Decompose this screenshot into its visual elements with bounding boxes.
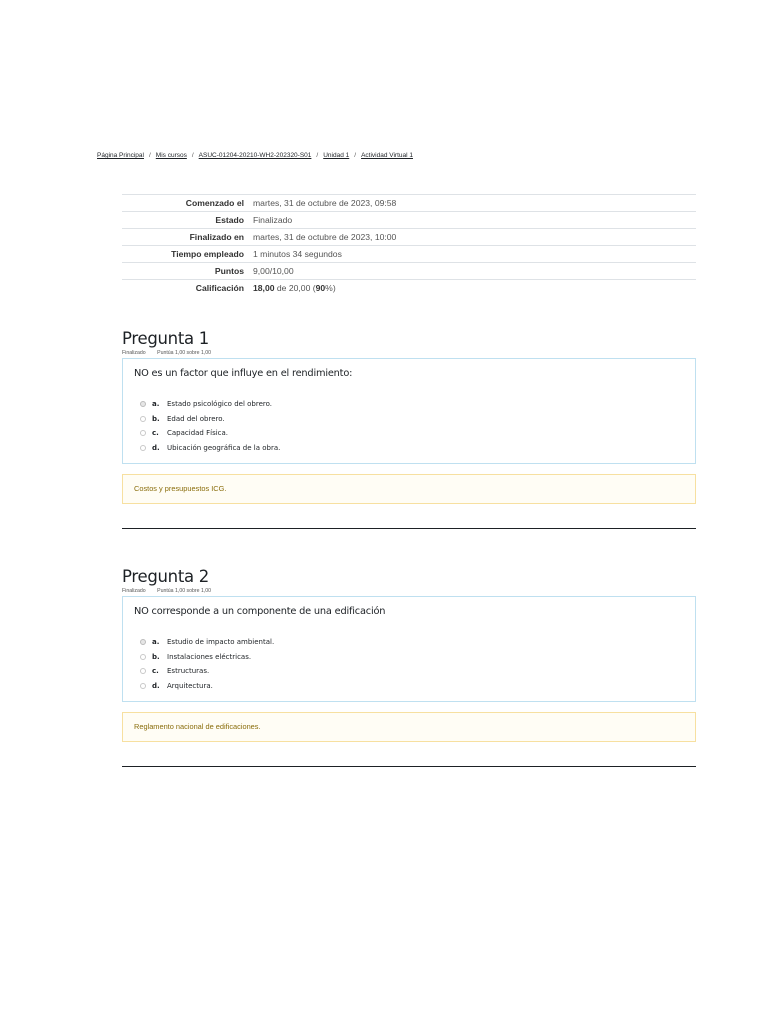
answer-option[interactable] xyxy=(134,664,684,679)
question-state: Finalizado xyxy=(122,588,146,594)
question-grade: Puntúa 1,00 sobre 1,00 xyxy=(157,588,212,594)
breadcrumb-separator: / xyxy=(148,152,151,159)
radio-button[interactable] xyxy=(140,416,146,422)
summary-row-state xyxy=(122,212,696,229)
radio-button[interactable] xyxy=(140,430,146,436)
question-grade: Puntúa 1,00 sobre 1,00 xyxy=(157,350,212,356)
breadcrumb xyxy=(97,152,413,159)
question-feedback: Costos y presupuestos ICG. xyxy=(122,474,696,504)
option-letter: b. xyxy=(152,414,160,423)
summary-value: 1 minutos 34 segundos xyxy=(253,248,342,259)
option-letter: c. xyxy=(152,667,159,676)
summary-value: martes, 31 de octubre de 2023, 09:58 xyxy=(253,197,397,208)
breadcrumb-unit-link[interactable]: Unidad 1 xyxy=(323,152,350,159)
option-label: Capacidad Física. xyxy=(167,429,229,438)
summary-label: Estado xyxy=(215,214,244,225)
grade-value: 18,00 xyxy=(253,282,275,293)
option-letter: a. xyxy=(152,400,160,409)
question-text: NO corresponde a un componente de una edificación xyxy=(134,606,386,617)
summary-label: Comenzado el xyxy=(185,197,244,208)
answer-option[interactable] xyxy=(134,679,684,694)
question-divider xyxy=(122,766,696,767)
breadcrumb-activity-link[interactable]: Actividad Virtual 1 xyxy=(361,152,413,159)
grade-percent-sign: %) xyxy=(325,282,336,293)
option-letter: b. xyxy=(152,652,160,661)
radio-button[interactable] xyxy=(140,654,146,660)
breadcrumb-separator: / xyxy=(316,152,319,159)
summary-row-points xyxy=(122,263,696,280)
option-letter: a. xyxy=(152,638,160,647)
question-2 xyxy=(122,567,696,742)
answer-option[interactable] xyxy=(134,426,684,441)
question-info xyxy=(122,587,696,596)
option-label: Estructuras. xyxy=(167,667,210,676)
answer-option[interactable] xyxy=(134,650,684,665)
summary-row-started xyxy=(122,195,696,212)
question-content xyxy=(122,358,696,464)
answer-option[interactable] xyxy=(134,397,684,412)
option-label: Edad del obrero. xyxy=(167,414,225,423)
question-title: Pregunta 2 xyxy=(122,567,209,586)
summary-value: 9,00/10,00 xyxy=(253,265,294,276)
radio-button[interactable] xyxy=(140,639,146,645)
question-title: Pregunta 1 xyxy=(122,329,209,348)
summary-label: Calificación xyxy=(195,282,244,293)
option-label: Estudio de impacto ambiental. xyxy=(167,638,275,647)
breadcrumb-home-link[interactable]: Página Principal xyxy=(97,152,144,159)
question-content xyxy=(122,596,696,702)
question-text: NO es un factor que influye en el rendimiento: xyxy=(134,368,353,379)
summary-row-grade xyxy=(122,280,696,297)
grade-percent: 90 xyxy=(315,282,326,293)
summary-row-finished xyxy=(122,229,696,246)
question-state: Finalizado xyxy=(122,350,146,356)
option-letter: d. xyxy=(152,681,160,690)
option-letter: d. xyxy=(152,443,160,452)
option-label: Estado psicológico del obrero. xyxy=(167,400,272,409)
attempt-summary-table xyxy=(122,194,696,296)
breadcrumb-separator: / xyxy=(191,152,194,159)
question-info xyxy=(122,349,696,358)
option-label: Arquitectura. xyxy=(167,681,213,690)
summary-value xyxy=(249,280,696,297)
answer-option[interactable] xyxy=(134,635,684,650)
option-label: Instalaciones eléctricas. xyxy=(167,652,252,661)
summary-row-time-taken xyxy=(122,246,696,263)
radio-button[interactable] xyxy=(140,668,146,674)
question-feedback: Reglamento nacional de edificaciones. xyxy=(122,712,696,742)
question-1 xyxy=(122,329,696,504)
answer-option[interactable] xyxy=(134,412,684,427)
radio-button[interactable] xyxy=(140,445,146,451)
radio-button[interactable] xyxy=(140,683,146,689)
summary-value: martes, 31 de octubre de 2023, 10:00 xyxy=(253,231,397,242)
summary-label: Finalizado en xyxy=(189,231,244,242)
breadcrumb-course-link[interactable]: ASUC-01204-20210-WH2-202320-S01 xyxy=(198,152,312,159)
question-divider xyxy=(122,528,696,529)
grade-max: de 20,00 ( xyxy=(276,282,316,293)
summary-label: Tiempo empleado xyxy=(171,248,244,259)
option-label: Ubicación geográfica de la obra. xyxy=(167,443,281,452)
breadcrumb-separator: / xyxy=(354,152,357,159)
summary-value: Finalizado xyxy=(253,214,293,225)
radio-button[interactable] xyxy=(140,401,146,407)
answer-option[interactable] xyxy=(134,441,684,456)
summary-label: Puntos xyxy=(214,265,244,276)
option-letter: c. xyxy=(152,429,159,438)
breadcrumb-my-courses-link[interactable]: Mis cursos xyxy=(155,152,187,159)
